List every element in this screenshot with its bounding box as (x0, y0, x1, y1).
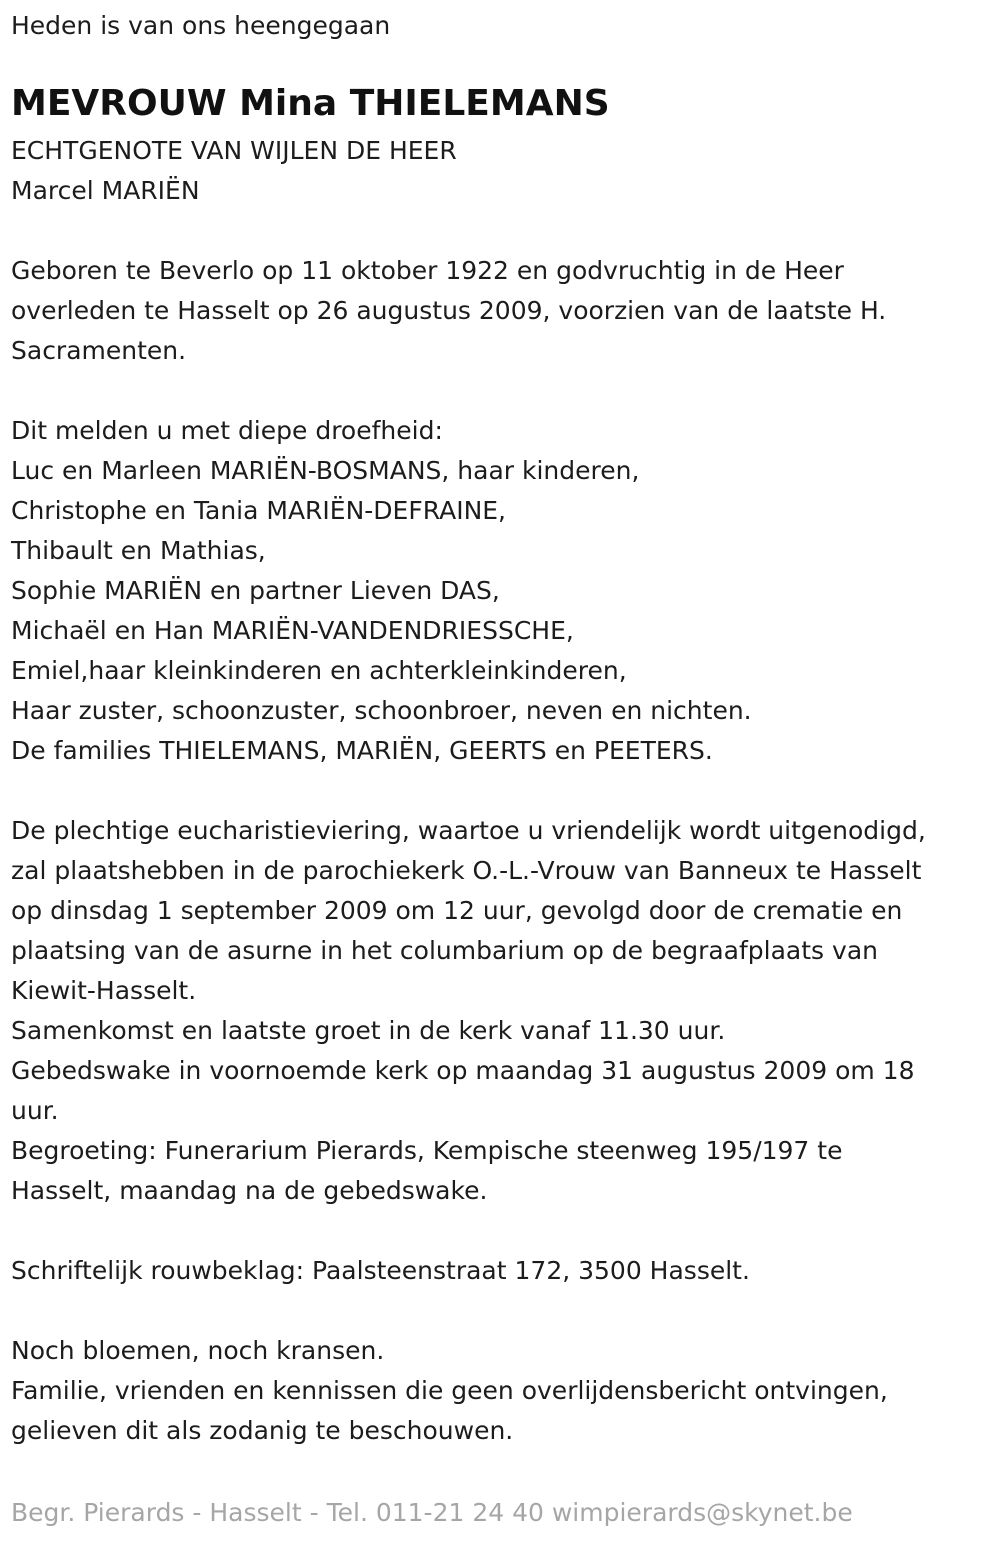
spouse-line-1: ECHTGENOTE VAN WIJLEN DE HEER (11, 136, 457, 165)
ceremony-line: plaatsing van de asurne in het columbarium op de begraafplaats van (11, 936, 878, 965)
spacer (11, 1211, 991, 1251)
spacer (11, 371, 991, 411)
birth-death-line: Geboren te Beverlo op 11 oktober 1922 en godvruchtig in de Heer (11, 256, 844, 285)
spacer (11, 1291, 991, 1331)
mourners-line: Sophie MARIËN en partner Lieven DAS, (11, 576, 500, 605)
ceremony-line: uur. (11, 1096, 59, 1125)
mourners-line: Christophe en Tania MARIËN-DEFRAINE, (11, 496, 507, 525)
ceremony-line: Kiewit-Hasselt. (11, 976, 197, 1005)
spacer (11, 211, 991, 251)
funeral-home-footer: Begr. Pierards - Hasselt - Tel. 011-21 24 40 wimpierards@skynet.be (11, 1498, 853, 1527)
ceremony-line: zal plaatshebben in de parochiekerk O.-L.-Vrouw van Banneux te Hasselt (11, 856, 922, 885)
mourners-line: Dit melden u met diepe droefheid: (11, 416, 443, 445)
condolence-address: Schriftelijk rouwbeklag: Paalsteenstraat 172, 3500 Hasselt. (11, 1256, 750, 1285)
deceased-name: MEVROUW Mina THIELEMANS (11, 83, 610, 124)
ceremony-line: Begroeting: Funerarium Pierards, Kempische steenweg 195/197 te (11, 1136, 843, 1165)
ceremony-line: Samenkomst en laatste groet in de kerk vanaf 11.30 uur. (11, 1016, 726, 1045)
closing-line: gelieven dit als zodanig te beschouwen. (11, 1416, 514, 1445)
closing-line: Noch bloemen, noch kransen. (11, 1336, 385, 1365)
mourners-line: De families THIELEMANS, MARIËN, GEERTS en PEETERS. (11, 736, 713, 765)
ceremony-line: Gebedswake in voornoemde kerk op maandag 31 augustus 2009 om 18 (11, 1056, 915, 1085)
ceremony-line: Hasselt, maandag na de gebedswake. (11, 1176, 488, 1205)
intro-text: Heden is van ons heengegaan (11, 11, 391, 40)
spacer (11, 771, 991, 811)
mourners-line: Emiel,haar kleinkinderen en achterkleinkinderen, (11, 656, 627, 685)
birth-death-line: overleden te Hasselt op 26 augustus 2009, voorzien van de laatste H. (11, 296, 887, 325)
ceremony-line: op dinsdag 1 september 2009 om 12 uur, gevolgd door de crematie en (11, 896, 903, 925)
mourners-line: Haar zuster, schoonzuster, schoonbroer, neven en nichten. (11, 696, 752, 725)
obituary-notice (11, 6, 991, 1451)
spouse-line-2: Marcel MARIËN (11, 176, 200, 205)
mourners-line: Michaël en Han MARIËN-VANDENDRIESSCHE, (11, 616, 574, 645)
mourners-line: Thibault en Mathias, (11, 536, 266, 565)
mourners-line: Luc en Marleen MARIËN-BOSMANS, haar kinderen, (11, 456, 640, 485)
birth-death-line: Sacramenten. (11, 336, 187, 365)
closing-line: Familie, vrienden en kennissen die geen overlijdensbericht ontvingen, (11, 1376, 888, 1405)
ceremony-line: De plechtige eucharistieviering, waartoe u vriendelijk wordt uitgenodigd, (11, 816, 926, 845)
